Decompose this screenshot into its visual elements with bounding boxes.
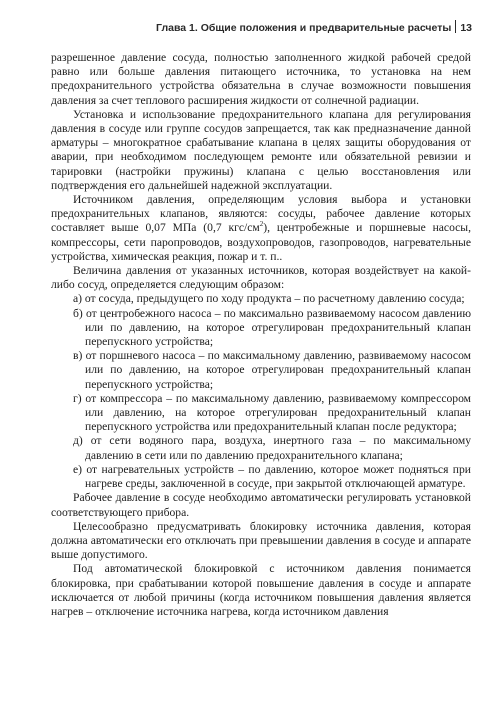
list-item: б) от центробежного насоса – по максимально развиваемому насосом давлению или по давлению, на которое отрегулирован предохранительный клапан перепускного устройства;: [73, 306, 471, 349]
list-item: д) от сети водяного пара, воздуха, инертного газа – по максимальному давлению в сети или по давлению предохранительного клапана;: [73, 434, 471, 462]
page-number: 13: [460, 22, 472, 34]
paragraph-pressure-value: Величина давления от указанных источников, которая воздействует на какой-либо сосуд, определяется следующим образом:: [51, 264, 471, 292]
list-item: е) от нагревательных устройств – по давлению, которое может подняться при нагреве среды, заключенной в сосуде, при закрытой отключающей арматуре.: [73, 462, 471, 491]
list-item: в) от поршневого насоса – по максимальному давлению, развиваемому насосом или по давлению, на которое отрегулирован предохранительный клапан перепускного устройства;: [73, 349, 471, 391]
paragraph-safety-valve-use: Установка и использование предохранительного клапана для регулирования давления в сосуде или группе сосудов запрещается, так как предназначение данной арматуры – многократное срабатывание клапана в целях защиты оборудования от аварии, при необходимом последующем ремонте или обязательной ревизии и тарировки (настройки пружины) клапана с целью восстановления или подтверждения его дальнейшей надежной эксплуатации.: [51, 107, 471, 192]
pressure-sources-text-start: Источником давления, определяющим условия выбора и установки предохранительных клапанов, являются: сосуды, рабочее давление которых составляет выше 0,07 МПа (0,7 кгс/см: [51, 193, 471, 235]
header-divider: [455, 20, 456, 33]
body-text: [51, 51, 471, 619]
paragraph-continuation: разрешенное давление сосуда, полностью заполненного жидкой рабочей средой равно или больше давления питающего источника, то установка на нем предохранительного устройства обязательна в случае возможности повышения давления за счет теплового расширения жидкости от солнечной радиации.: [51, 51, 471, 107]
pressure-sources-text-end: ), центробежные и поршневые насосы, компрессоры, сети паропроводов, воздухопроводов, газопроводов, нагревательные устройства, химическая реакция, пожар и т. п..: [51, 221, 471, 263]
paragraph-working-pressure: Рабочее давление в сосуде необходимо автоматически регулировать установкой соответствующего прибора.: [51, 491, 471, 519]
paragraph-source-blocking: Целесообразно предусматривать блокировку источника давления, которая должна автоматически его отключать при превышении давления в сосуде и аппарате выше допустимого.: [51, 519, 471, 562]
list-item: г) от компрессора – по максимальному давлению, развиваемому компрессором или давлению, на которое отрегулирован предохранительный клапан перепускного устройства или предохранительный клапан после редуктора;: [73, 391, 471, 434]
paragraph-automatic-blocking: Под автоматической блокировкой с источником давления понимается блокировка, при срабатывании которой повышение давления в сосуде и аппарате исключается от любой причины (когда источником повышения давления является нагрев – отключение источника нагрева, когда источником давления: [51, 562, 471, 618]
pressure-source-list: [51, 292, 471, 491]
paragraph-pressure-sources: [51, 193, 471, 264]
list-item: а) от сосуда, предыдущего по ходу продукта – по расчетному давлению сосуда;: [73, 292, 465, 306]
superscript: 2: [259, 220, 264, 229]
running-header: [0, 20, 472, 34]
chapter-title: Глава 1. Общие положения и предварительные расчеты: [156, 22, 452, 34]
